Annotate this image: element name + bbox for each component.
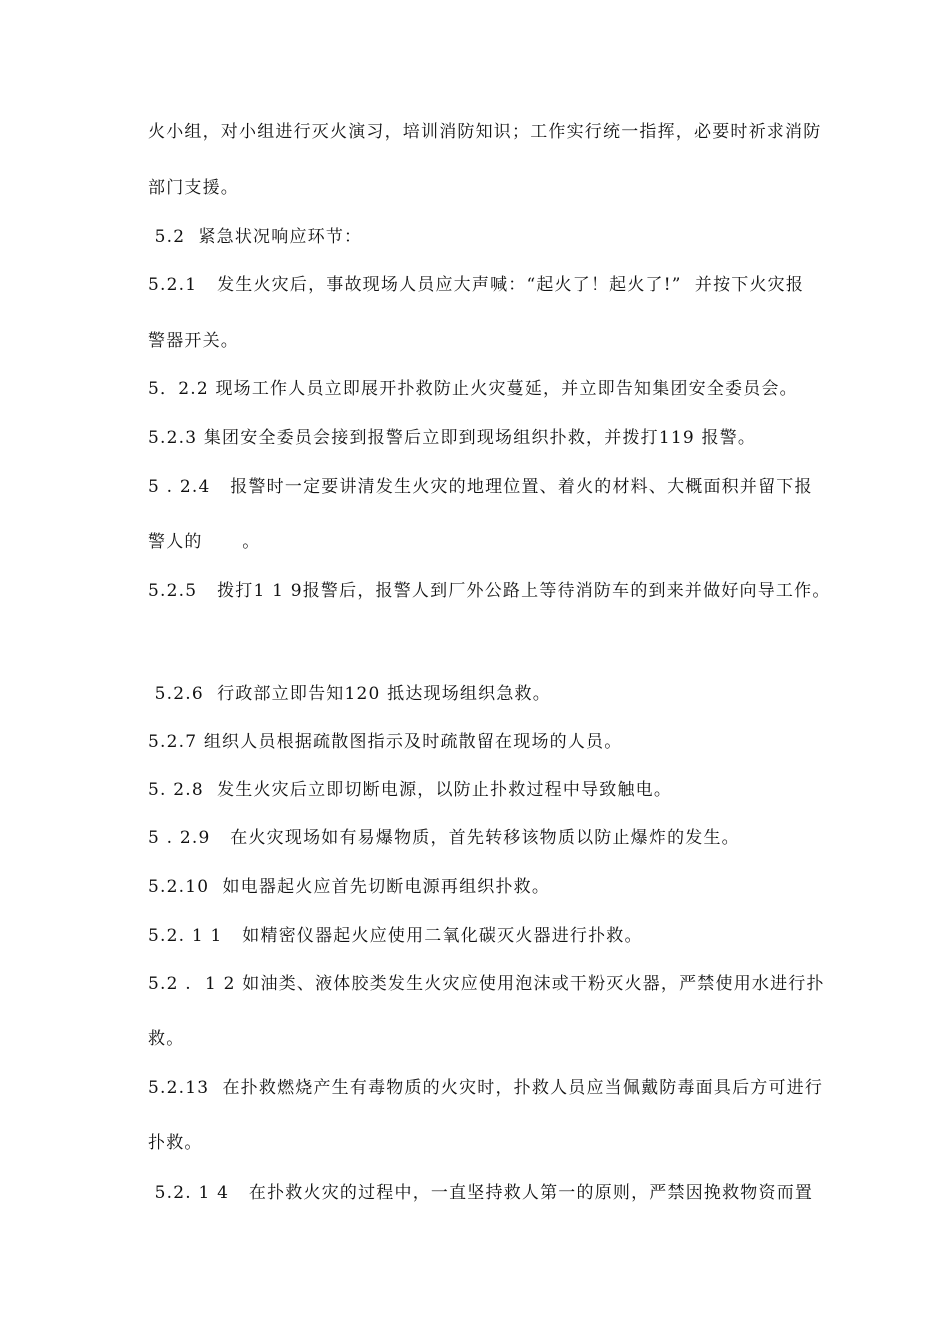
paragraph-line: 警器开关。 <box>148 331 239 351</box>
paragraph-line: 救。 <box>148 1029 185 1049</box>
paragraph-line: 5.2.5 拨打1 1 9报警后，报警人到厂外公路上等待消防车的到来并做好向导工作。 <box>148 581 831 601</box>
paragraph-line: 部门支援。 <box>148 178 239 198</box>
paragraph-line: 5. 2.8 发生火灾后立即切断电源，以防止扑救过程中导致触电。 <box>148 780 673 800</box>
paragraph-line: 5.2. 1 1 如精密仪器起火应使用二氧化碳灭火器进行扑救。 <box>148 926 643 946</box>
paragraph-line: 5.2.13 在扑救燃烧产生有毒物质的火灾时，扑救人员应当佩戴防毒面具后方可进行 <box>148 1078 824 1098</box>
paragraph-line: 5.2.3 集团安全委员会接到报警后立即到现场组织扑救，并拨打119 报警。 <box>148 428 757 448</box>
paragraph-line: 5．2.2 现场工作人员立即展开扑救防止火灾蔓延，并立即告知集团安全委员会。 <box>148 379 798 399</box>
paragraph-line: 5.2.7 组织人员根据疏散图指示及时疏散留在现场的人员。 <box>148 732 623 752</box>
paragraph-line: 火小组，对小组进行灭火演习，培训消防知识；工作实行统一指挥，必要时祈求消防 <box>148 122 822 142</box>
section-heading: 5.2 紧急状况响应环节： <box>148 227 363 247</box>
paragraph-line: 警人的 。 <box>148 532 261 552</box>
paragraph-line: 5.2. 1 4 在扑救火灾的过程中，一直坚持救人第一的原则，严禁因挽救物资而置 <box>148 1183 814 1203</box>
paragraph-line: 5.2.10 如电器起火应首先切断电源再组织扑救。 <box>148 877 551 897</box>
paragraph-line: 5 . 2.4 报警时一定要讲清发生火灾的地理位置、着火的材料、大概面积并留下报 <box>148 477 813 497</box>
paragraph-line: 扑救。 <box>148 1133 203 1153</box>
paragraph-line: 5.2.6 行政部立即告知120 抵达现场组织急救。 <box>148 684 551 704</box>
paragraph-line: 5.2.1 发生火灾后，事故现场人员应大声喊：“起火了！起火了!” 并按下火灾报 <box>148 275 805 295</box>
paragraph-line: 5 . 2.9 在火灾现场如有易爆物质，首先转移该物质以防止爆炸的发生。 <box>148 828 740 848</box>
paragraph-line: 5.2 . 1 2 如油类、液体胶类发生火灾应使用泡沫或干粉灭火器，严禁使用水进行扑 <box>148 974 825 994</box>
